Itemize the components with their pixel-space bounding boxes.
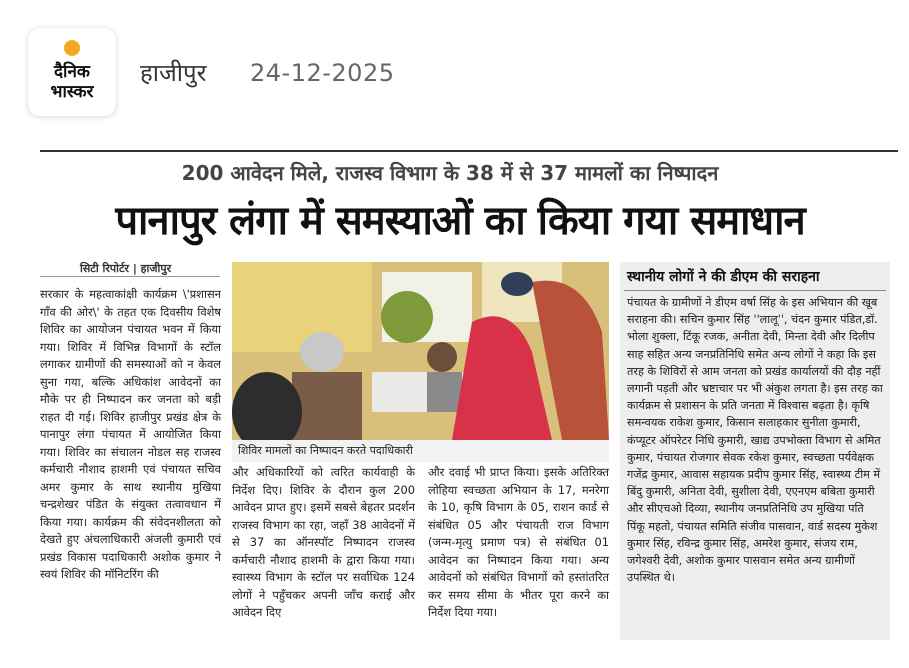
article-column-2: और अधिकारियों को त्वरित कार्यवाही के निर्देश दिए। शिविर के दौरान कुल 200 आवेदन प्राप्त हुए। इसमें सबसे बेहतर प्रदर्शन राजस्व विभाग का रहा, जहाँ 38 आवेदनों में से 37 का ऑनस्पॉट निष्पादन राजस्व कर्मचारी नौशाद हाशमी के द्वारा किया गया। स्वास्थ्य विभाग के स्टॉल पर सर्वाधिक 124 लोगों ने पहुँचकर अपनी जाँच कराई और आवेदन दिए [232,465,415,619]
article-photo [232,262,609,440]
dainik-bhaskar-logo[interactable] [28,28,116,116]
sidebar-divider [624,290,886,291]
byline-divider [40,276,220,277]
edition-date: 24-12-2025 [250,59,395,87]
sidebar-body: पंचायत के ग्रामीणों ने डीएम वर्षा सिंह के इस अभियान की खूब सराहना की। सचिन कुमार सिंह ''लालू'', चंदन कुमार पंडित,डॉ. भोला शुक्ला, टिंकू रजक, अनीता देवी, मिन्ता देवी और दिलीप साह सहित अन्य जनप्रतिनिधि समेत अन्य लोगों ने कहा कि इस तरह के शिविरों से आम जनता को प्रखंड कार्यालयों की दौड़ नहीं लगानी पड़ती और भ्रष्टाचार पर भी अंकुश लगता है। इस तरह का कार्यक्रम से प्रशासन के प्रति जनता में विश्वास बढ़ता है। कृषि समन्वयक राकेश कुमार, किसान सलाहकार सुनीता कुमारी, कंप्यूटर ऑपरेटर निधि कुमारी, खाद्य उपभोक्ता विभाग से अमित कुमार, पंचायत रोजगार सेवक रकेश कुमार, स्वच्छता पर्यवेक्षक गजेंद्र कुमार, आवास सहायक प्रदीप कुमार सिंह, स्वास्थ्य टीम में बिंदु कुमारी, अनिता देवी, सुशीला देवी, एएनएम बबिता कुमारी और सीएचओ दिव्या, स्थानीय जनप्रतिनिधि उप मुखिया पति पिंकू महतो, पंचायत समिति संजीव पासवान, वार्ड सदस्य मुकेश कुमार सिंह, रविन्द्र कुमार सिंह, अमरेश कुमार, संजय राम, जगेश्वरी देवी, अशोक कुमार पासवान समेत अन्य ग्रामीणों उपस्थित थे। [627,296,883,585]
camp-scene-illustration [232,262,609,440]
logo-text-line1: दैनिक [54,62,90,82]
article-column-1: सरकार के महत्वाकांक्षी कार्यक्रम \'प्रशासन गाँव की ओर\' के तहत एक दिवसीय विशेष शिविर का आयोजन पंचायत भवन में किया गया। शिविर में विभिन्न विभागों के स्टॉल लगाकर ग्रामीणों की समस्याओं को न केवल सुना गया, बल्कि अधिकांश आवेदनों का मौके पर ही निष्पादन कर जनता को बड़ी राहत दी गई। शिविर हाजीपुर प्रखंड क्षेत्र के पानापुर लंगा पंचायत में आयोजित किया गया। शिविर का संचालन नोडल सह राजस्व कर्मचारी नौशाद हाशमी एवं पंचायत सचिव अमर कुमार के साथ स्थानीय मुखिया चन्द्रशेखर पंडित के संयुक्त तत्वावधान में किया गया। कार्यक्रम की संवेदनशीलता को देखते हुए अंचलाधिकारी अंजली कुमारी एवं प्रखंड विकास पदाधिकारी अशोक कुमार ने स्वयं शिविर की मॉनिटरिंग की [40,287,221,581]
sidebar-heading: स्थानीय लोगों ने की डीएम की सराहना [627,269,820,285]
sun-icon [62,38,82,58]
article-headline: पानापुर लंगा में समस्याओं का किया गया समाधान [115,198,805,244]
photo-caption: शिविर मामलों का निष्पादन करते पदाधिकारी [232,440,609,462]
article-column-3: और दवाई भी प्राप्त किया। इसके अतिरिक्त लोहिया स्वच्छता अभियान के 17, मनरेगा के 10, कृषि विभाग के 05, राशन कार्ड से संबंधित 05 और पंचायती राज विभाग (जन्म-मृत्यु प्रमाण पत्र) से संबंधित 01 आवेदन का निष्पादन किया गया। अन्य आवेदनों को संबंधित विभागों को हस्तांतरित कर समय सीमा के भीतर पूरा करने का निर्देश दिया गया। [428,465,609,619]
edition-city: हाजीपुर [140,59,207,87]
article-subheadline: 200 आवेदन मिले, राजस्व विभाग के 38 में से 37 मामलों का निष्पादन [181,161,719,185]
logo-text-line2: भास्कर [50,82,94,102]
header-divider [40,150,898,152]
byline: सिटी रिपोर्टर | हाजीपुर [80,262,172,275]
